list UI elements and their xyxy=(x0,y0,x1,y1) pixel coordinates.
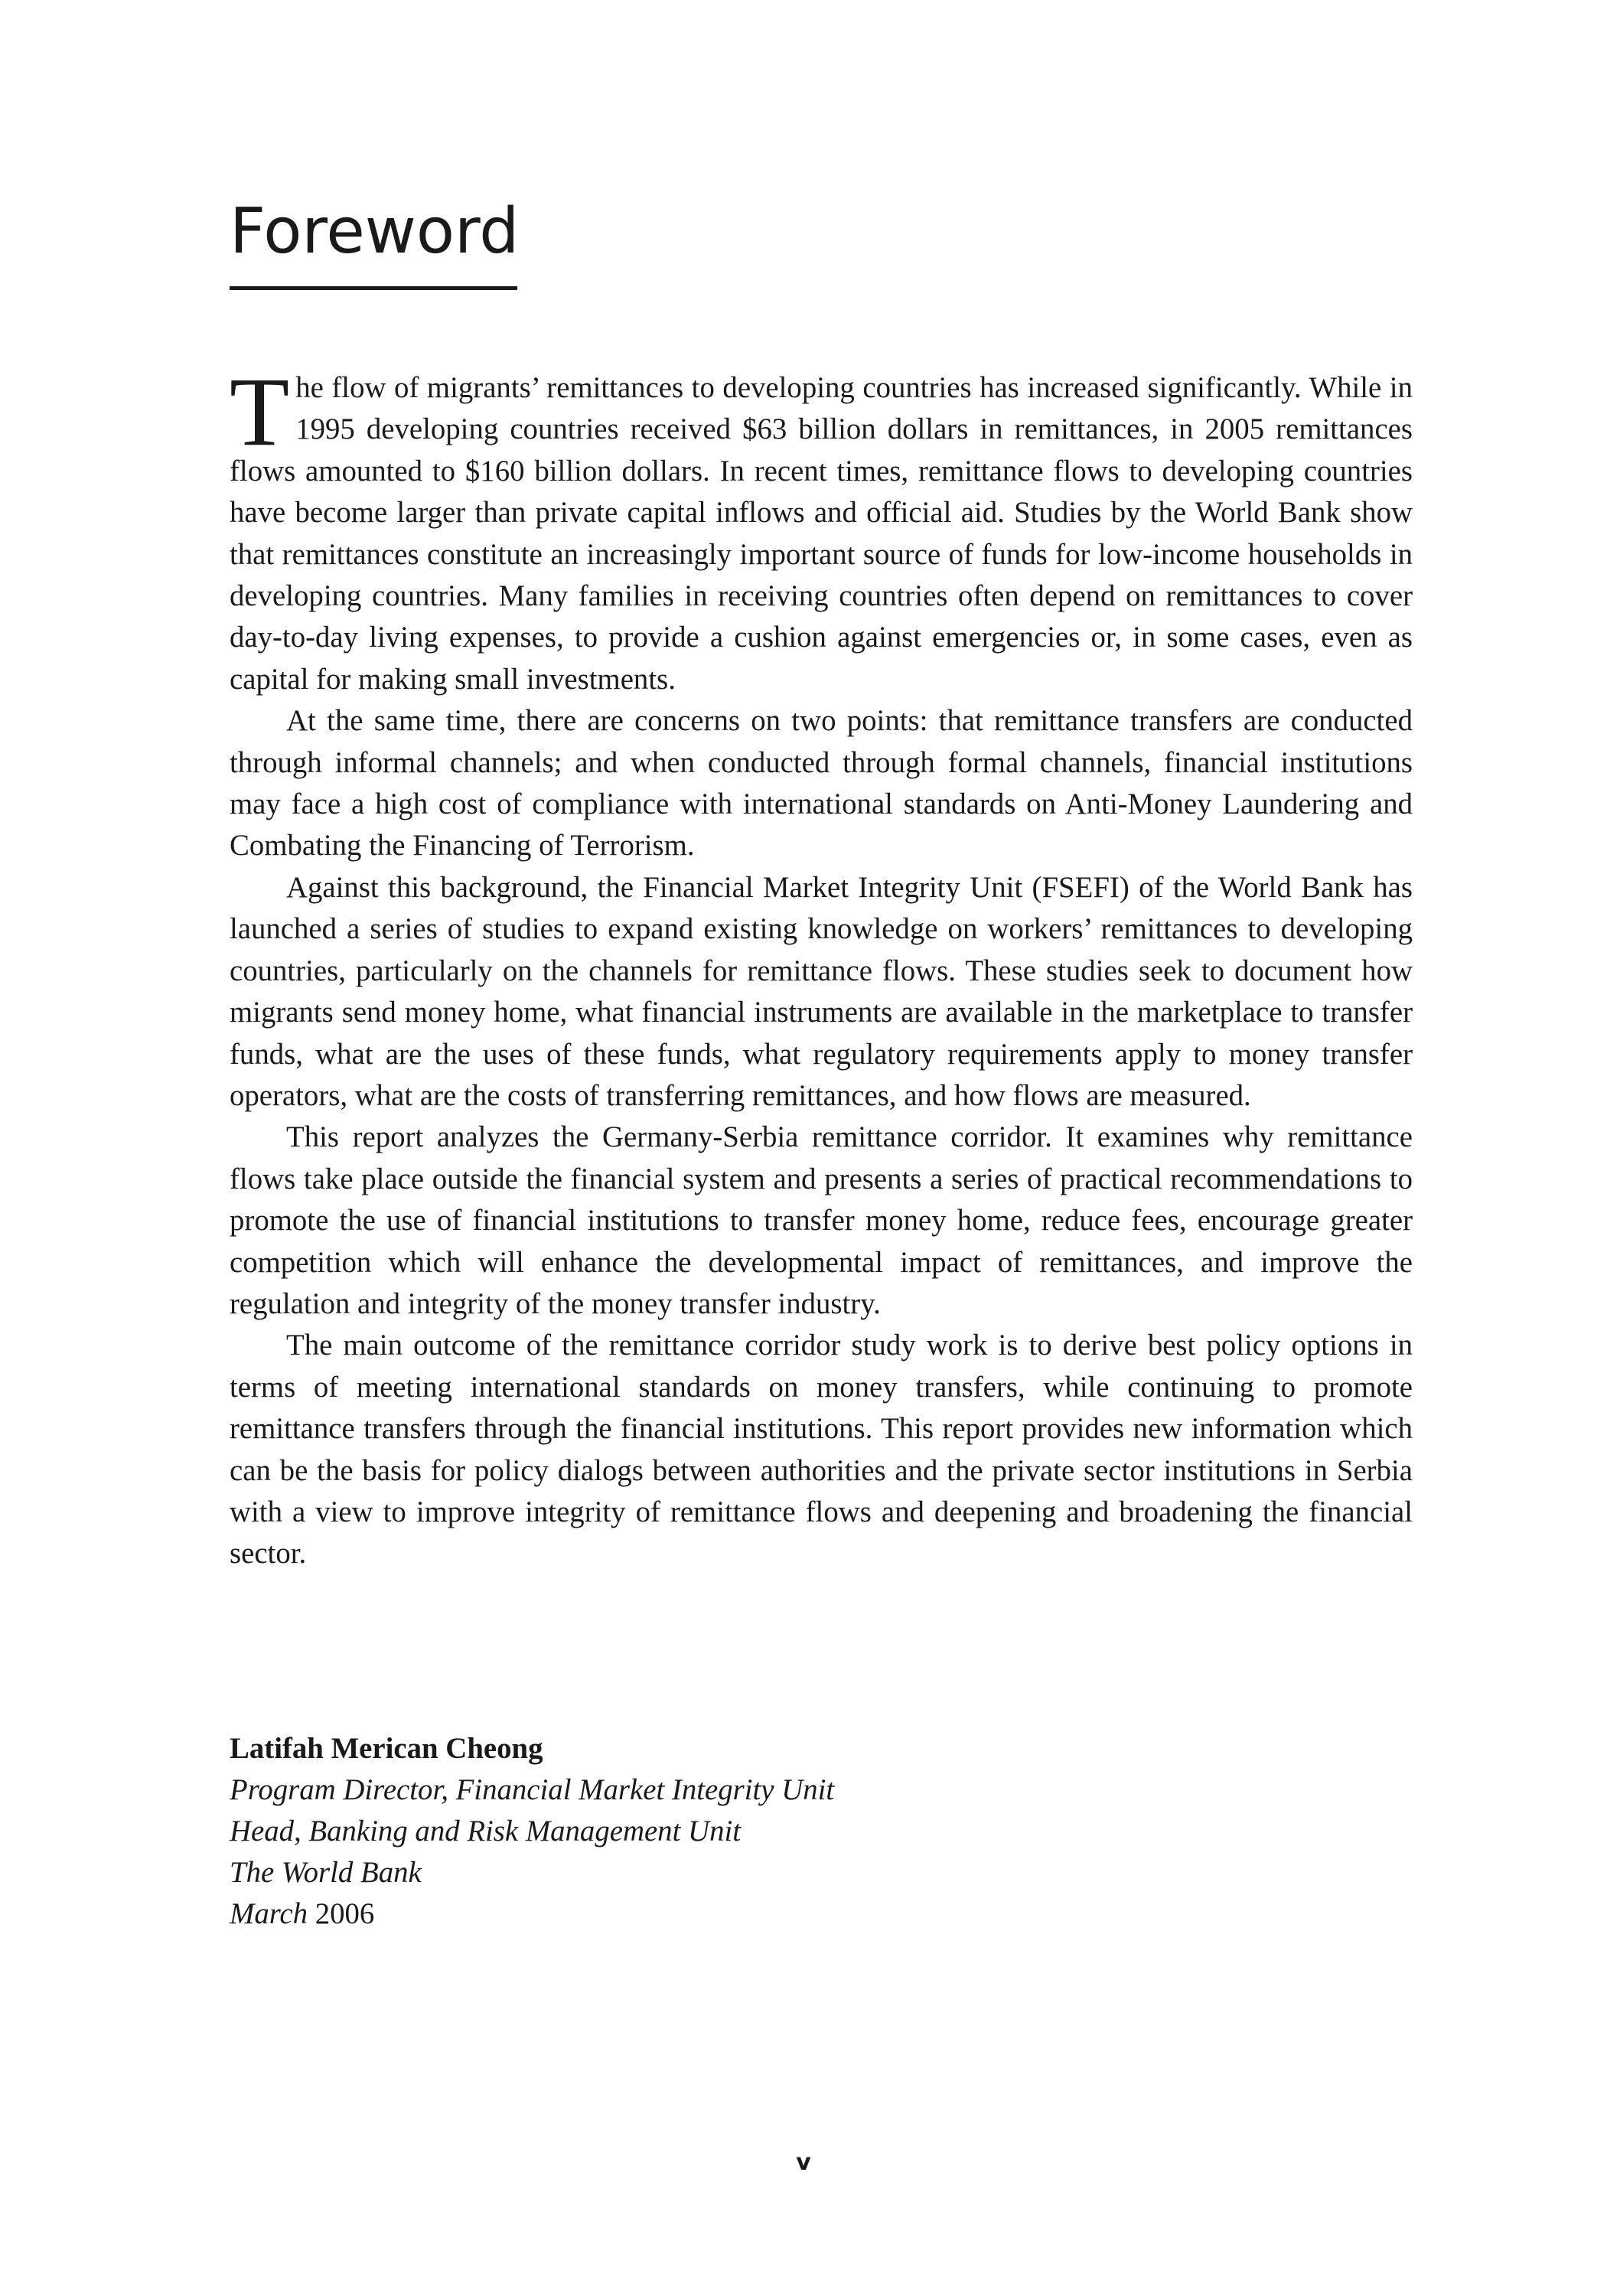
paragraph-1-text: he flow of migrants’ remittances to developing countries has increased significantly. While in 1995 developing countries received $63 billion dollars in remittances, in 2005 remittances flows amounted to $160 billion dollars. In recent times, remittance flows to developing countries have become larger than private capital inflows and official aid. Studies by the World Bank show that remittances constitute an increasingly important source of funds for low-income households in developing countries. Many families in receiving countries often depend on remittances to cover day-to-day living expenses, to provide a cushion against emergencies or, in some cases, even as capital for making small investments. xyxy=(230,371,1413,696)
paragraph-4: This report analyzes the Germany-Serbia remittance corridor. It examines why remittance flows take place outside the financial system and presents a series of practical recommendations to promote the use of financial institutions to transfer money home, reduce fees, encourage greater competition which will enhance the developmental impact of remittances, and improve the regulation and integrity of the money transfer industry. xyxy=(230,1120,1413,1320)
signatory-title-1: Program Director, Financial Market Integrity Unit xyxy=(230,1773,835,1806)
paragraph-2: At the same time, there are concerns on two points: that remittance transfers are conducted through informal channels; and when conducted through formal channels, financial institutions may face a high cost of compliance with international standards on Anti-Money Laundering and Combating the Financing of Terrorism. xyxy=(230,704,1413,863)
signature-date-year: 2006 xyxy=(315,1897,375,1930)
paragraph-5: The main outcome of the remittance corridor study work is to derive best policy options in terms of meeting international standards on money transfers, while continuing to promote remittance transfers through the financial institutions. This report provides new information which can be the basis for policy dialogs between authorities and the private sector institutions in Serbia with a view to improve integrity of remittance flows and deepening and broadening the financial sector. xyxy=(230,1329,1413,1570)
signatory-name: Latifah Merican Cheong xyxy=(230,1732,543,1765)
signature-block xyxy=(230,1728,834,1935)
drop-cap: T xyxy=(230,357,290,466)
page-title: Foreword xyxy=(230,201,517,290)
foreword-body xyxy=(230,357,1413,1575)
page-number: v xyxy=(796,2149,811,2176)
paragraph-3: Against this background, the Financial Market Integrity Unit (FSEFI) of the World Bank has launched a series of studies to expand existing knowledge on workers’ remittances to developing countries, particularly on the channels for remittance flows. These studies seek to document how migrants send money home, what financial instruments are available in the marketplace to transfer funds, what are the uses of these funds, what regulatory requirements apply to money transfer operators, what are the costs of transferring remittances, and how flows are measured. xyxy=(230,870,1413,1112)
signature-date-month: March xyxy=(230,1897,308,1930)
signatory-organization: The World Bank xyxy=(230,1856,422,1889)
signature-date xyxy=(230,1893,834,1935)
paragraph-1 xyxy=(230,357,1413,700)
signatory-title-2: Head, Banking and Risk Management Unit xyxy=(230,1815,742,1848)
